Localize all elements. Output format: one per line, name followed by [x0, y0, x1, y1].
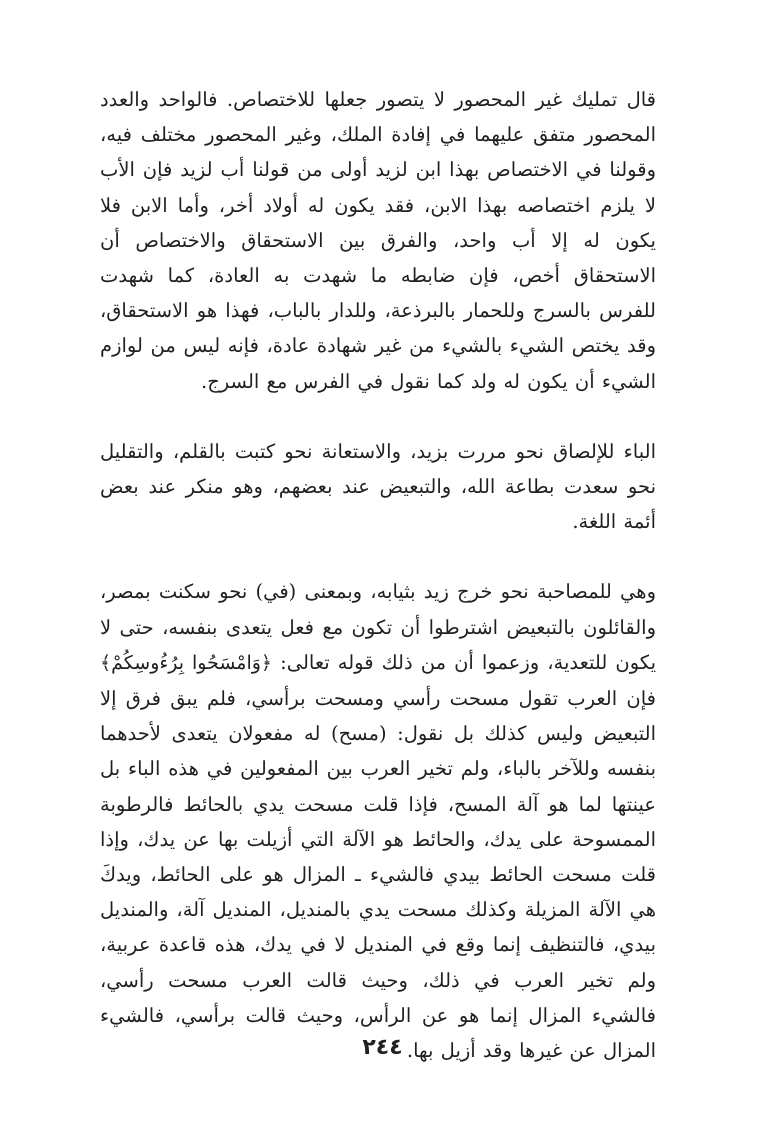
page-number: ٢٤٤: [362, 1035, 403, 1060]
paragraph-3-text-before-quote: وهي للمصاحبة نحو خرج زيد بثيابه، وبمعنى (في) نحو سكنت بمصر، والقائلون بالتبعيض اشترطوا أن تكون مع فعل يتعدى بنفسه، حتى لا يكون للتعدية، وزعموا أن من ذلك قوله تعالى:: [100, 580, 656, 674]
paragraph-1: قال تمليك غير المحصور لا يتصور جعلها للاختصاص. فالواحد والعدد المحصور متفق عليهما في إفادة الملك، وغير المحصور مختلف فيه، وقولنا في الاختصاص بهذا ابن لزيد أولى من قولنا أب لزيد فإن الأب لا يلزم اختصاصه بهذا الابن، فقد يكون له أولاد أخر، وأما الابن فلا يكون له إلا أب واحد، والفرق بين الاستحقاق والاختصاص أن الاستحقاق أخص، فإن ضابطه ما شهدت به العادة، كما شهدت للفرس بالسرج وللحمار بالبرذعة، وللدار بالباب، فهذا هو الاستحقاق، وقد يختص الشيء بالشيء من غير شهادة عادة، فإنه ليس من لوازم الشيء أن يكون له ولد كما نقول في الفرس مع السرج.: [100, 88, 656, 393]
paragraph-2: الباء للإلصاق نحو مررت بزيد، والاستعانة نحو كتبت بالقلم، والتقليل نحو سعدت بطاعة الله، والتبعيض عند بعضهم، وهو منكر عند بعض أئمة اللغة.: [100, 439, 656, 534]
quran-quote: ﴿وَامْسَحُوا بِرُءُوسِكُمْ﴾: [100, 651, 273, 674]
paragraph-3-text-after-quote: فإن العرب تقول مسحت رأسي ومسحت برأسي، فلم يبق فرق إلا التبعيض وليس كذلك بل نقول: (مسح) له مفعولان يتعدى لأحدهما بنفسه وللآخر بالباء، ولم تخير العرب بين المفعولين في هذه الباء بل عينتها لما هو آلة المسح، فإذا قلت مسحت يدي بالحائط فالرطوبة الممسوحة على يدك، والحائط هو الآلة التي أزيلت بها عن يدك، وإذا قلت مسحت الحائط بيدي فالشيء ـ المزال هو على الحائط، ويدكَ هي الآلة المزيلة وكذلك مسحت يدي بالمنديل، المنديل آلة، والمنديل بيدي، فالتنظيف إنما وقع في المنديل لا في يدك، هذه قاعدة عربية، ولم تخير العرب في ذلك، وحيث قالت العرب مسحت رأسي، فالشيء المزال إنما هو عن الرأس، وحيث قالت برأسي، فالشيء المزال عن غيرها وقد أزيل بها.: [100, 687, 656, 1063]
document-page: [100, 82, 656, 1068]
paragraph-3: [100, 574, 656, 1068]
